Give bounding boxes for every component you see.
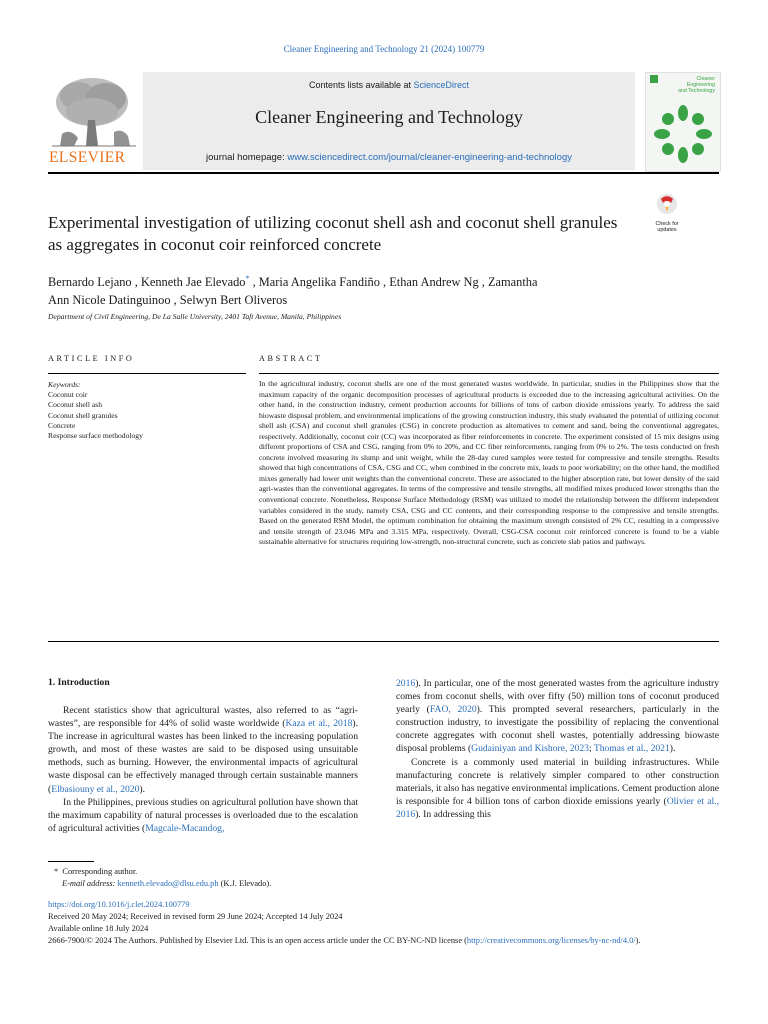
crossmark-line: Check for	[655, 221, 679, 227]
citation-link[interactable]: Kaza et al., 2018	[285, 718, 353, 730]
crossmark-badge[interactable]	[649, 193, 685, 233]
email-link[interactable]: kenneth.elevado@dlsu.edu.ph	[117, 879, 219, 888]
elsevier-wordmark: ELSEVIER	[49, 149, 126, 166]
citation-link[interactable]: Gudainiyan and Kishore, 2023	[471, 743, 589, 755]
license-text: ).	[635, 936, 641, 945]
text-run: Recent statistics show that agricultural wastes, also referred to as “agri-wastes”, are responsible for 44% of solid waste worldwide (	[48, 705, 358, 730]
available-online-date: Available online 18 July 2024	[48, 924, 149, 933]
paragraph	[48, 796, 358, 835]
corresponding-author-mark[interactable]: *	[245, 274, 250, 283]
citation-link[interactable]: FAO, 2020	[429, 704, 477, 716]
homepage-prefix: journal homepage:	[206, 152, 288, 163]
cover-flower-icon	[654, 103, 712, 165]
doi-link[interactable]: https://doi.org/10.1016/j.clet.2024.100779	[48, 900, 190, 909]
citation-link[interactable]: Elbasiouny et al., 2020	[51, 783, 140, 795]
article-info-heading: ARTICLE INFO	[48, 354, 135, 363]
abstract-bottom-rule	[48, 641, 719, 642]
citation-link[interactable]: Olivier et al., 2016	[396, 795, 719, 820]
license-statement	[48, 935, 719, 947]
body-column-left	[48, 704, 358, 835]
text-run: ). In particular, one of the most generated wastes from the agriculture industry comes from coconut shells, with over fifty (50) million tons of coconut produced yearly (	[396, 678, 719, 716]
footnote-symbol: *	[54, 867, 59, 876]
license-link[interactable]: http://creativecommons.org/licenses/by-nc-nd/4.0/	[466, 936, 636, 945]
citation-link[interactable]: Magcale-Macandog,	[145, 822, 225, 834]
text-run: ).	[139, 783, 145, 795]
author-names[interactable]: Bernardo Lejano , Kenneth Jae Elevado	[48, 275, 246, 290]
author-line[interactable]: Ann Nicole Datinguinoo , Selwyn Bert Oliveros	[48, 293, 288, 308]
journal-cover-thumbnail[interactable]	[645, 72, 721, 172]
contents-available	[143, 80, 635, 90]
abstract-rule	[259, 373, 719, 374]
text-run: Concrete is a commonly used material in building infrastructures. While manufacturing concrete is relatively simpler compared to other construction materials, it also has negative environmental implications. Cement production alone is responsible for 4 billion tons of carbon dioxide emissions yearly (	[396, 756, 719, 807]
paragraph	[396, 677, 719, 756]
keyword-item: Response surface methodology	[48, 431, 143, 441]
cover-title-line: Cleaner	[696, 76, 715, 82]
email-label: E-mail address:	[62, 879, 116, 888]
paragraph	[48, 704, 358, 796]
journal-homepage	[143, 152, 635, 163]
author-list	[48, 270, 648, 309]
email-note	[48, 878, 448, 890]
crossmark-text	[649, 221, 685, 233]
corresponding-author-note	[48, 866, 448, 878]
keywords-label: Keywords:	[48, 380, 81, 389]
sciencedirect-link[interactable]: ScienceDirect	[413, 80, 470, 90]
running-header[interactable]: Cleaner Engineering and Technology 21 (2024) 100779	[283, 44, 485, 54]
received-dates: Received 20 May 2024; Received in revised form 29 June 2024; Accepted 14 July 2024	[48, 912, 343, 921]
cover-title	[678, 76, 715, 94]
journal-title: Cleaner Engineering and Technology	[255, 107, 523, 127]
keyword-item: Coconut coir	[48, 390, 88, 400]
body-column-right	[396, 677, 719, 821]
keywords-block	[48, 380, 246, 441]
article-title: Experimental investigation of utilizing coconut shell ash and coconut shell granules as aggregates in coconut coir reinforced concrete	[48, 213, 618, 254]
text-run: ). This prompted several researchers, particularly in the construction industry, to investigate the possibility of replacing the conventional concrete aggregates with coconut shell wastes, potentially addressing biowaste disposal problems (	[396, 704, 719, 755]
cover-corner-mark	[650, 75, 658, 83]
abstract-heading: ABSTRACT	[259, 354, 323, 363]
author-names[interactable]: , Maria Angelika Fandiño , Ethan Andrew Ng , Zamantha	[249, 275, 538, 290]
keyword-item: Concrete	[48, 420, 76, 430]
citation-link[interactable]: 2016	[396, 678, 416, 689]
contents-prefix: Contents lists available at	[308, 80, 414, 90]
publication-info	[48, 899, 719, 947]
footnote-rule	[48, 861, 94, 862]
cover-title-line: Engineering	[686, 82, 715, 88]
text-run: ). The increase in agricultural wastes has been linked to the increasing population growth, and most of these wastes are said to be disposed using unsuitable methods, such as burning. However, the environmental impacts of agricultural waste disposal can be effectively managed through certain sustainable manners (	[48, 718, 358, 795]
paragraph	[396, 756, 719, 821]
footnotes	[48, 866, 448, 890]
header-rule	[48, 172, 719, 174]
citation-link[interactable]: Thomas et al., 2021	[593, 743, 670, 755]
crossmark-icon	[649, 193, 685, 215]
affiliation: Department of Civil Engineering, De La Salle University, 2401 Taft Avenue, Manila, Philippines	[48, 312, 342, 321]
text-run: ;	[588, 743, 594, 755]
footnote-text: Corresponding author.	[62, 867, 138, 876]
homepage-link[interactable]: www.sciencedirect.com/journal/cleaner-engineering-and-technology	[287, 152, 572, 163]
crossmark-line: updates	[657, 227, 677, 233]
cover-title-line: and Technology	[677, 88, 715, 94]
article-info-rule	[48, 373, 246, 374]
text-run: ).	[669, 743, 676, 755]
keyword-item: Coconut shell ash	[48, 400, 102, 410]
abstract-text: In the agricultural industry, coconut shells are one of the most generated wastes worldwide. In particular, studies in the Philippines show that the maximum capacity of the organic decomposition processes of agricultural products is exceeded due to the increasing agricultural activities. On the other hand, in the construction industry, cement production accounts for billions of tons of carbon dioxide emissions yearly. To address the said biowaste disposal problem, and environmental implications of the growing construction industry, this study evaluated the potential of utilizing coconut shell ash (CSA) and coconut shell granules (CSG) in concrete production as alternatives to cement and sand, being the conventional aggregates, respectively. Additionally, coconut coir (CC) was incorporated as fiber reinforcements in concrete. The experiment consisted of 15 mix designs using different proportions of CSA and CSG, ranging from 0% to 20%, and CC fiber reinforcements, ranging from 0% to 2%. The tests conducted on fresh concrete involved measuring its slump and unit weight, while the 28-day cured samples were tested for compressive and tensile strengths. Results showed that high concentrations of CSA, CSG and CC, when combined in the concrete mix, leads to poor workability; on the other hand, the modified mixes generally had lower unit weights than the conventional concrete. These are associated to the higher absorption rate, but lower density of the said agri-wastes than the conventional aggregates. In terms of the compressive and tensile strengths, all modified mixes produced lower strengths than the conventional concrete. Nonetheless, Response Surface Methodology (RSM) was utilized to model the relationship between the different independent variables considered in the study, namely CSA, CSG and CC contents, and their corresponding response to the compressive and tensile strengths. Based on the generated RSM Model, the optimum combination for obtaining the maximum strength consisted of 2% CC, resulting in a compressive and tensile strength of 23.046 MPa and 3.315 MPa, respectively. Overall, CSG-CSA coconut coir reinforced concrete is found to be a viable sustainable alternative for structures requiring low-strength, non-structural concrete, such as concrete slab patios and pathways.	[259, 379, 719, 547]
email-suffix: (K.J. Elevado).	[220, 879, 272, 888]
section-heading-introduction: 1. Introduction	[48, 677, 110, 688]
license-text: 2666-7900/© 2024 The Authors. Published by Elsevier Ltd. This is an open access article under the CC BY-NC-ND license (	[48, 936, 467, 945]
elsevier-logo[interactable]	[48, 72, 140, 170]
text-run: In the Philippines, previous studies on agricultural pollution have shown that the maximum capability of natural processes is overloaded due to the escalation of agricultural activities (	[48, 796, 358, 834]
author-line	[48, 270, 648, 291]
keyword-item: Coconut shell granules	[48, 410, 118, 420]
text-run: ). In addressing this	[415, 808, 491, 820]
